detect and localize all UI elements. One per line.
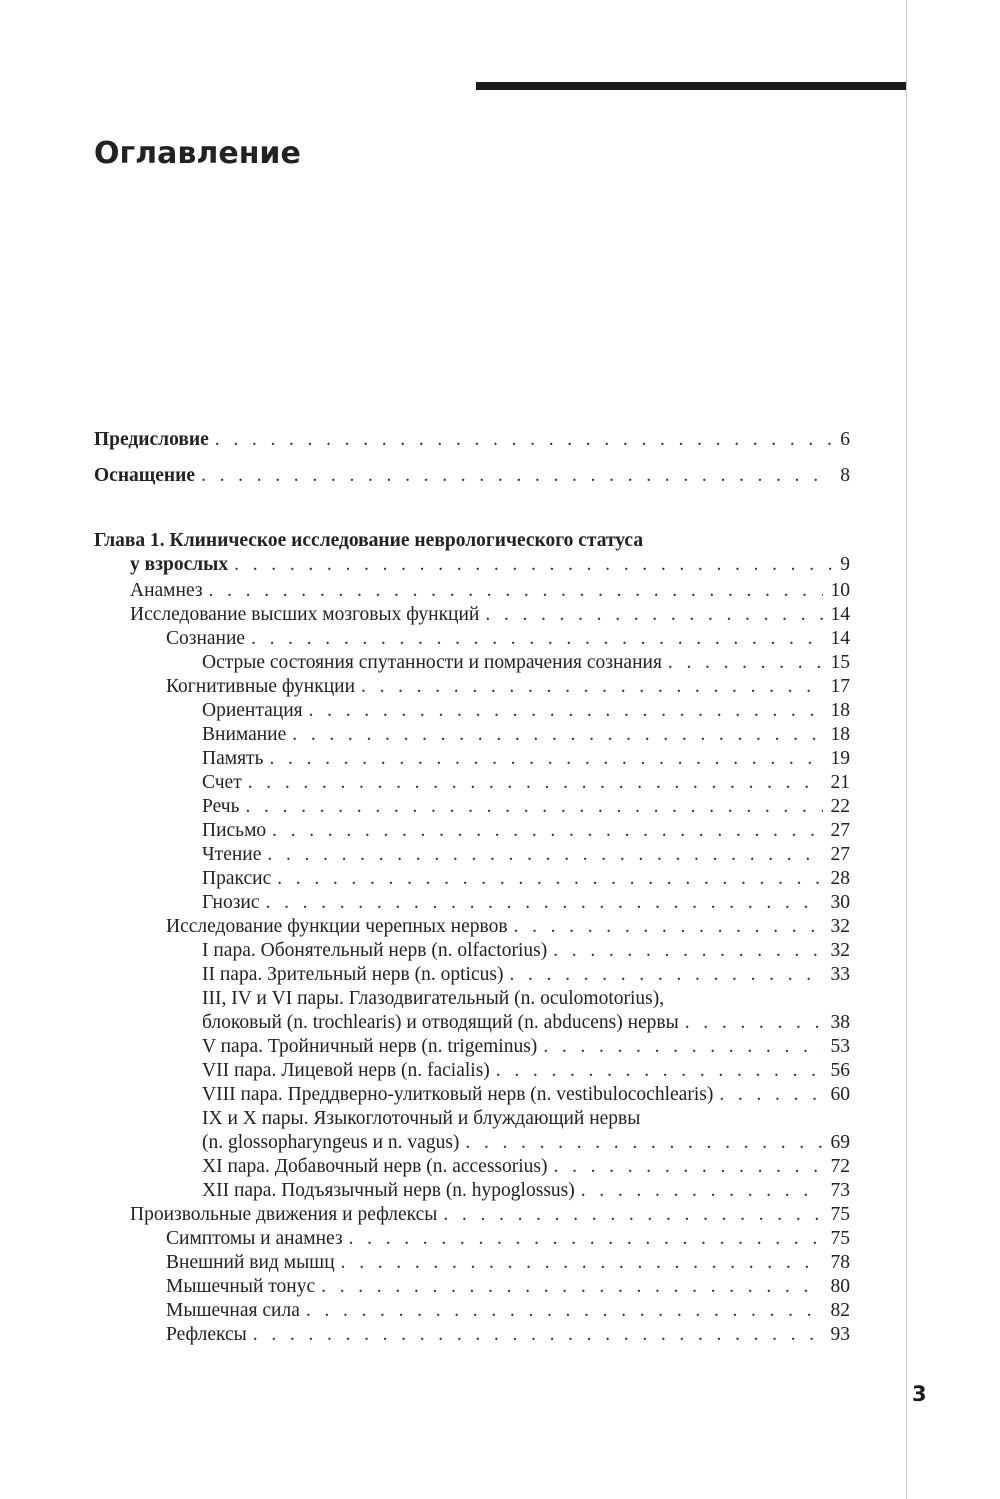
toc-entry-label: Сознание (166, 628, 246, 649)
toc-entry-label: Праксис (202, 868, 272, 889)
toc-entry-label: Исследование функции черепных нервов (166, 916, 508, 937)
dot-leader (496, 1059, 823, 1083)
toc-entry-label: V пара. Тройничный нерв (n. trigeminus) (202, 1036, 538, 1057)
toc-entry-label: Мышечная сила (166, 1300, 300, 1321)
dot-leader (277, 867, 822, 891)
toc-entry-page: 15 (830, 652, 850, 673)
toc-entry-page: 73 (830, 1180, 850, 1201)
toc-entry-label: II пара. Зрительный нерв (n. opticus) (202, 964, 504, 985)
dot-leader (267, 843, 822, 867)
dot-leader (234, 553, 832, 577)
toc-entry-label: Оснащение (94, 465, 196, 486)
toc-entry-page: 69 (830, 1132, 850, 1153)
toc-entry-page: 14 (830, 604, 850, 625)
toc-entry-page: 28 (830, 868, 850, 889)
toc-entry-page: 60 (830, 1084, 850, 1105)
toc-entry-page: 14 (830, 628, 850, 649)
toc-entry-pair-9-10-line1[interactable]: IX и X пары. Языкоглоточный и блуждающий нервы (202, 1108, 641, 1129)
toc-entry-page: 22 (830, 796, 850, 817)
toc-entry-page: 78 (830, 1252, 850, 1273)
toc-entry-higher-functions[interactable] (130, 603, 850, 627)
toc-entry-pair-3-4-6-line1[interactable]: III, IV и VI пары. Глазодвигательный (n. oculomotorius), (202, 988, 665, 1009)
dot-leader (485, 603, 822, 627)
toc-entry-label: Письмо (202, 820, 267, 841)
toc-entry-pair-1[interactable] (202, 939, 850, 963)
toc-entry-label: Исследование высших мозговых функций (130, 604, 480, 625)
dot-leader (266, 891, 823, 915)
toc-entry-page: 8 (840, 465, 850, 486)
page-number: 3 (912, 1382, 927, 1406)
dot-leader (215, 428, 832, 452)
toc-entry-page: 30 (830, 892, 850, 913)
toc-entry-muscle-tone[interactable] (166, 1275, 850, 1299)
toc-entry-page: 10 (830, 580, 850, 601)
toc-entry-label: Счет (202, 772, 242, 793)
dot-leader (306, 1299, 823, 1323)
toc-entry-symptoms[interactable] (166, 1227, 850, 1251)
dot-leader (248, 771, 823, 795)
toc-entry-cognitive[interactable] (166, 675, 850, 699)
toc-entry-equipment[interactable] (94, 464, 850, 488)
toc-entry-page: 56 (830, 1060, 850, 1081)
toc-entry-label: I пара. Обонятельный нерв (n. olfactorius) (202, 940, 548, 961)
toc-entry-acute-confusion[interactable] (202, 651, 850, 675)
toc-entry-muscle-strength[interactable] (166, 1299, 850, 1323)
toc-entry-praxis[interactable] (202, 867, 850, 891)
toc-entry-page: 18 (830, 700, 850, 721)
dot-leader (514, 915, 823, 939)
toc-entry-label: Внешний вид мышц (166, 1252, 335, 1273)
toc-entry-label: Чтение (202, 844, 262, 865)
toc-entry-label: Острые состояния спутанности и помрачения сознания (202, 652, 662, 673)
page-title: Оглавление (94, 136, 301, 171)
toc-entry-label: Анамнез (130, 580, 203, 601)
toc-entry-page: 38 (830, 1012, 850, 1033)
toc-entry-page: 53 (830, 1036, 850, 1057)
toc-entry-page: 75 (830, 1228, 850, 1249)
toc-entry-voluntary-movements[interactable] (130, 1203, 850, 1227)
toc-entry-label: Предисловие (94, 429, 209, 450)
toc-entry-page: 72 (830, 1156, 850, 1177)
dot-leader (321, 1275, 822, 1299)
toc-entry-page: 27 (830, 820, 850, 841)
toc-entry-pair-2[interactable] (202, 963, 850, 987)
dot-leader (349, 1227, 823, 1251)
toc-entry-reading[interactable] (202, 843, 850, 867)
toc-entry-page: 18 (830, 724, 850, 745)
toc-entry-writing[interactable] (202, 819, 850, 843)
toc-chapter1-title[interactable]: Глава 1. Клиническое исследование неврологического статуса (94, 530, 644, 551)
toc-entry-label: Внимание (202, 724, 287, 745)
dot-leader (465, 1131, 822, 1155)
toc-entry-label: Память (202, 748, 264, 769)
dot-leader (292, 723, 822, 747)
dot-leader (341, 1251, 823, 1275)
toc-entry-label: Гнозис (202, 892, 260, 913)
toc-entry-memory[interactable] (202, 747, 850, 771)
toc-entry-page: 21 (830, 772, 850, 793)
toc-entry-page: 80 (830, 1276, 850, 1297)
toc-entry-label: XI пара. Добавочный нерв (n. accessorius) (202, 1156, 548, 1177)
toc-entry-page: 6 (840, 429, 850, 450)
toc-entry-muscle-appearance[interactable] (166, 1251, 850, 1275)
toc-entry-reflexes[interactable] (166, 1323, 850, 1347)
toc-entry-preface[interactable] (94, 428, 850, 452)
toc-entry-page: 93 (830, 1324, 850, 1345)
toc-entry-page: 9 (840, 554, 850, 575)
dot-leader (309, 699, 823, 723)
dot-leader (361, 675, 822, 699)
toc-entry-label: (n. glossopharyngeus и n. vagus) (202, 1132, 460, 1153)
toc-entry-label: Когнитивные функции (166, 676, 356, 697)
toc-entry-attention[interactable] (202, 723, 850, 747)
toc-entry-label: VII пара. Лицевой нерв (n. facialis) (202, 1060, 490, 1081)
toc-entry-label: у взрослых (130, 554, 229, 575)
dot-leader (272, 819, 822, 843)
toc-entry-pair-11[interactable] (202, 1155, 850, 1179)
toc-entry-cranial-nerves[interactable] (166, 915, 850, 939)
toc-entry-pair-8[interactable] (202, 1083, 850, 1107)
toc-entry-speech[interactable] (202, 795, 850, 819)
toc-entry-label: Ориентация (202, 700, 303, 721)
dot-leader (269, 747, 822, 771)
toc-entry-page: 17 (830, 676, 850, 697)
toc-entry-page: 82 (830, 1300, 850, 1321)
toc-entry-pair-7[interactable] (202, 1059, 850, 1083)
toc-entry-chapter1[interactable] (130, 553, 850, 577)
dot-leader (668, 651, 823, 675)
dot-leader (251, 627, 822, 651)
dot-leader (581, 1179, 823, 1203)
toc-entry-page: 33 (830, 964, 850, 985)
toc-entry-label: Речь (202, 796, 240, 817)
dot-leader (443, 1203, 822, 1227)
dot-leader (509, 963, 822, 987)
toc-entry-page: 27 (830, 844, 850, 865)
toc-entry-label: XII пара. Подъязычный нерв (n. hypoglossus) (202, 1180, 575, 1201)
toc-entry-page: 32 (830, 940, 850, 961)
toc-entry-pair-9-10[interactable] (202, 1131, 850, 1155)
toc-entry-pair-12[interactable] (202, 1179, 850, 1203)
toc-entry-consciousness[interactable] (166, 627, 850, 651)
toc-entry-pair-3-4-6[interactable] (202, 1011, 850, 1035)
toc-entry-label: VIII пара. Преддверно-улитковый нерв (n. vestibulocochlearis) (202, 1084, 714, 1105)
dot-leader (253, 1323, 823, 1347)
toc-entry-label: Симптомы и анамнез (166, 1228, 343, 1249)
dot-leader (245, 795, 822, 819)
toc-entry-pair-5[interactable] (202, 1035, 850, 1059)
dot-leader (209, 579, 823, 603)
dot-leader (553, 939, 822, 963)
toc-entry-label: Мышечный тонус (166, 1276, 316, 1297)
toc-entry-page: 32 (830, 916, 850, 937)
dot-leader (201, 464, 832, 488)
toc-entry-page: 75 (830, 1204, 850, 1225)
dot-leader (719, 1083, 822, 1107)
dot-leader (685, 1011, 823, 1035)
toc-entry-label: блоковый (n. trochlearis) и отводящий (n. abducens) нервы (202, 1012, 679, 1033)
toc-entry-page: 19 (830, 748, 850, 769)
toc-entry-label: Рефлексы (166, 1324, 247, 1345)
toc-entry-label: Произвольные движения и рефлексы (130, 1204, 438, 1225)
toc-entry-orientation[interactable] (202, 699, 850, 723)
toc-entry-anamnesis[interactable] (130, 579, 850, 603)
dot-leader (543, 1035, 822, 1059)
toc-entry-gnosis[interactable] (202, 891, 850, 915)
toc-entry-counting[interactable] (202, 771, 850, 795)
dot-leader (554, 1155, 823, 1179)
